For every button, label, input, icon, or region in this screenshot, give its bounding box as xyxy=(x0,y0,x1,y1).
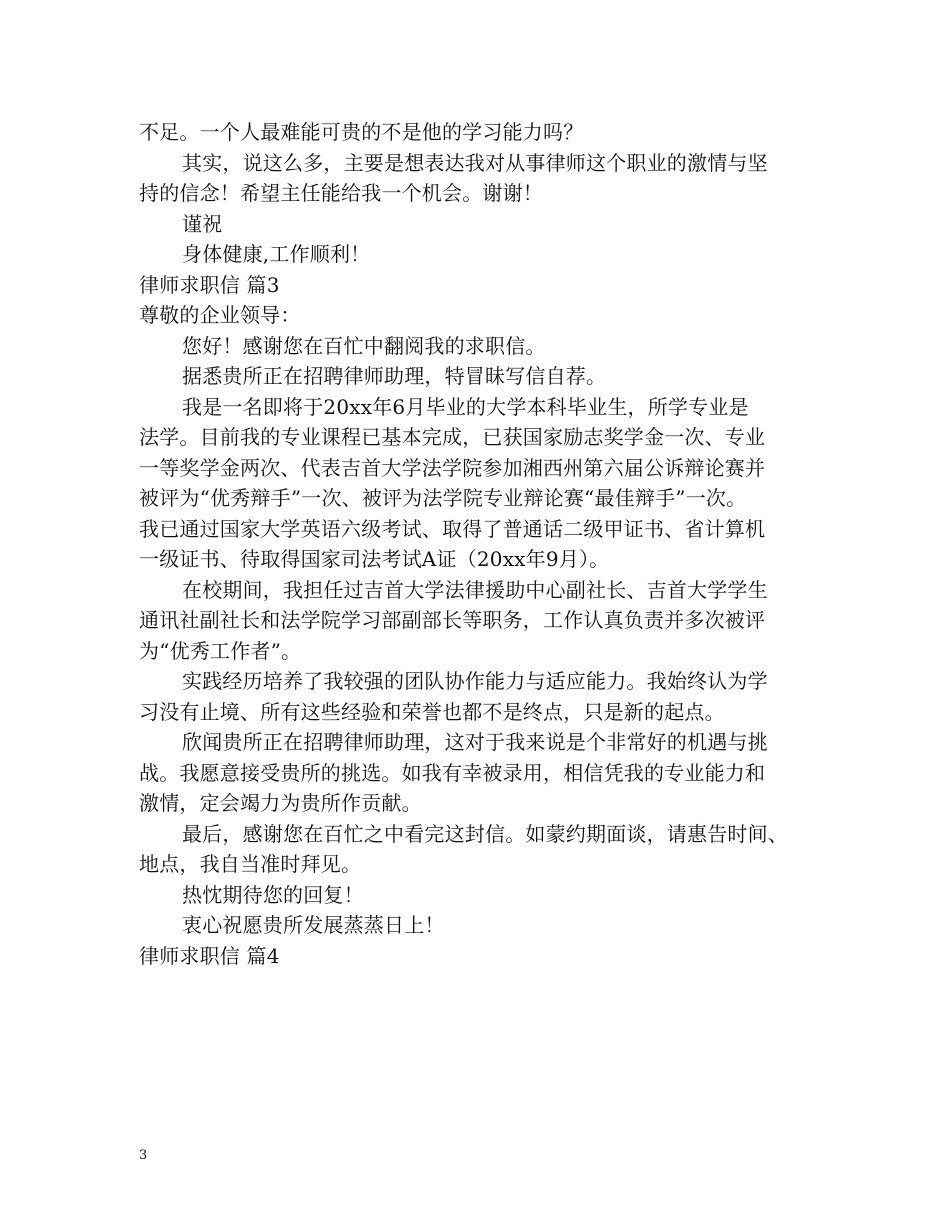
text-line: 法学。目前我的专业课程已基本完成，已获国家励志奖学金一次、专业 xyxy=(139,425,766,449)
text-line: 其实，说这么多，主要是想表达我对从事律师这个职业的激情与坚 xyxy=(182,150,768,175)
page-number: 3 xyxy=(139,1148,148,1163)
text-line: 不足。一个人最难能可贵的不是他的学习能力吗？ xyxy=(139,120,584,144)
text-line: 战。我愿意接受贵所的挑选。如我有幸被录用，相信凭我的专业能力和 xyxy=(139,760,766,785)
text-line: 最后，感谢您在百忙之中看完这封信。如蒙约期面谈，请惠告时间、 xyxy=(182,821,788,846)
text-line: 一等奖学金两次、代表吉首大学法学院参加湘西州第六届公诉辩论赛并 xyxy=(139,455,766,480)
text-line: 通讯社副社长和法学院学习部副部长等职务，工作认真负责并多次被评 xyxy=(139,608,766,632)
closing-wish: 身体健康,工作顺利！ xyxy=(182,242,371,266)
closing-salutation: 谨祝 xyxy=(182,211,223,236)
section-heading: 律师求职信 篇3 xyxy=(139,272,280,297)
text-line: 被评为“优秀辩手”一次、被评为法学院专业辩论赛“最佳辩手”一次。 xyxy=(139,486,747,510)
document-body xyxy=(139,117,829,971)
text-line: 我是一名即将于20xx年6月毕业的大学本科毕业生，所学专业是 xyxy=(182,394,749,419)
text-line: 实践经历培养了我较强的团队协作能力与适应能力。我始终认为学 xyxy=(182,669,768,693)
text-line: 习没有止境、所有这些经验和荣誉也都不是终点，只是新的起点。 xyxy=(139,699,725,724)
text-line: 地点，我自当准时拜见。 xyxy=(139,852,362,876)
text-line: 为“优秀工作者”。 xyxy=(139,638,302,663)
text-line: 我已通过国家大学英语六级考试、取得了普通话二级甲证书、省计算机 xyxy=(139,516,766,541)
text-line: 激情，定会竭力为贵所作贡献。 xyxy=(139,791,422,815)
closing-line: 衷心祝愿贵所发展蒸蒸日上！ xyxy=(182,913,445,937)
text-line: 在校期间，我担任过吉首大学法律援助中心副社长、吉首大学学生 xyxy=(182,577,768,602)
letter-greeting: 尊敬的企业领导： xyxy=(139,303,301,327)
text-line: 您好！感谢您在百忙中翻阅我的求职信。 xyxy=(182,333,546,358)
text-line: 一级证书、待取得国家司法考试A证（20xx年9月）。 xyxy=(139,547,610,571)
text-line: 欣闻贵所正在招聘律师助理，这对于我来说是个非常好的机遇与挑 xyxy=(182,730,768,754)
section-heading: 律师求职信 篇4 xyxy=(139,943,280,968)
text-line: 据悉贵所正在招聘律师助理，特冒昧写信自荐。 xyxy=(182,364,607,388)
text-line: 持的信念！希望主任能给我一个机会。谢谢！ xyxy=(139,181,543,205)
closing-line: 热忱期待您的回复！ xyxy=(182,882,364,907)
